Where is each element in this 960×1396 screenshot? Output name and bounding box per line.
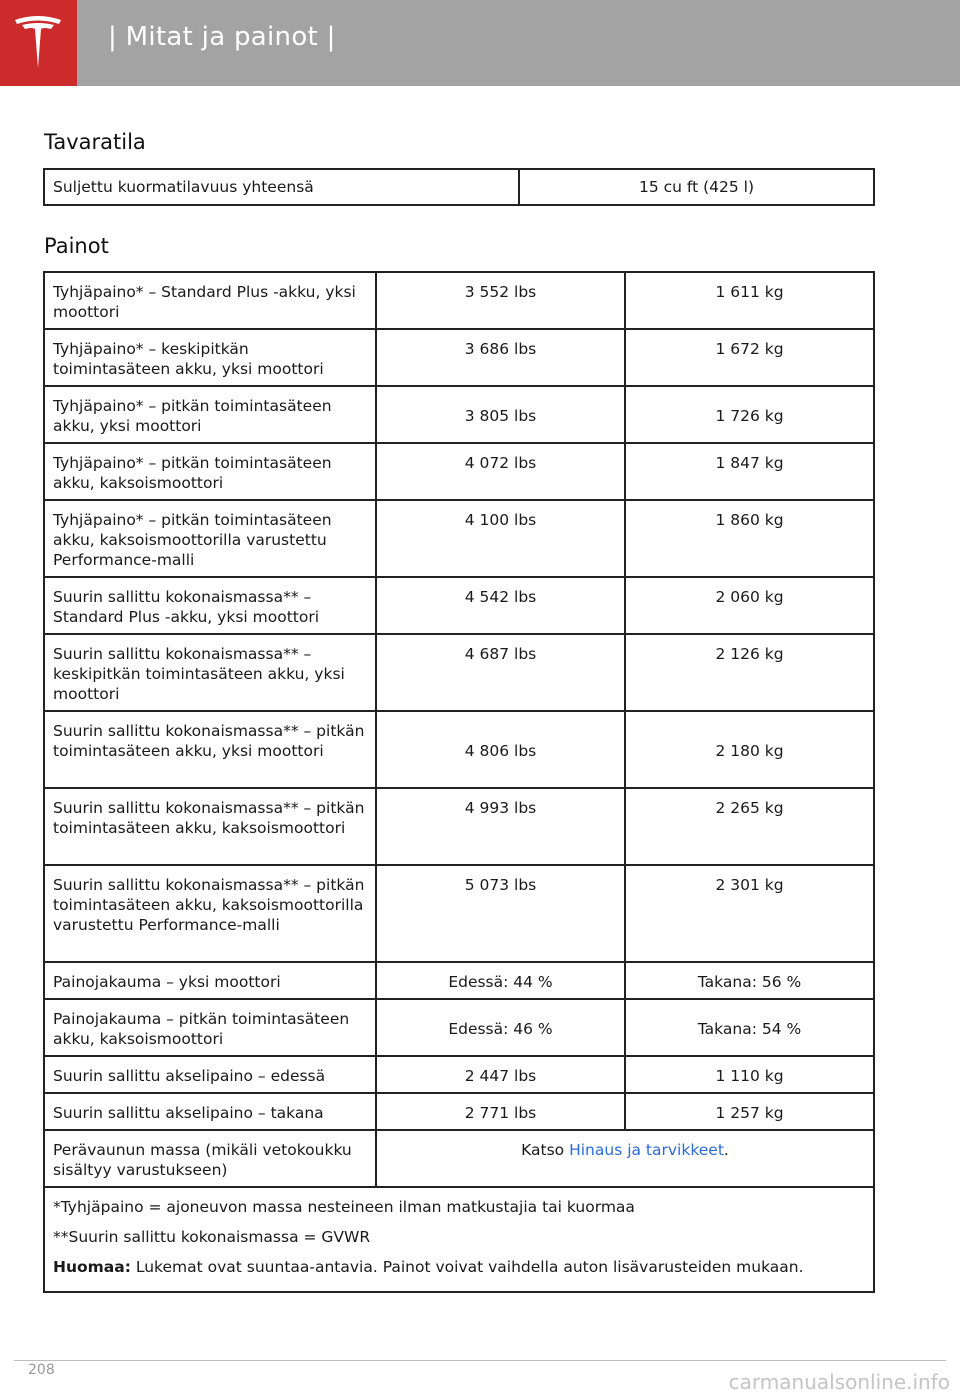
cargo-label: Suljettu kuormatilavuus yhteensä [44,169,519,205]
weight-kg: 2 265 kg [625,788,874,865]
table-row [44,1187,874,1292]
weight-lbs: 4 687 lbs [376,634,625,711]
trailer-value [376,1130,874,1187]
weight-front: Edessä: 46 % [376,999,625,1056]
weight-kg: 2 180 kg [625,711,874,788]
weight-label: Suurin sallittu kokonaismassa** – pitkän toimintasäteen akku, kaksoismoottorilla varustettu Performance-malli [44,865,376,962]
weight-front: Edessä: 44 % [376,962,625,999]
page-number: 208 [28,1362,55,1378]
weight-lbs: 4 993 lbs [376,788,625,865]
weight-lbs: 4 806 lbs [376,711,625,788]
weight-label: Tyhjäpaino* – Standard Plus -akku, yksi moottori [44,272,376,329]
trailer-label: Perävaunun massa (mikäli vetokoukku sisältyy varustukseen) [44,1130,376,1187]
weight-lbs: 3 552 lbs [376,272,625,329]
table-row [44,788,874,865]
weight-label: Tyhjäpaino* – keskipitkän toimintasäteen akku, yksi moottori [44,329,376,386]
table-row [44,962,874,999]
weight-kg: 1 726 kg [625,386,874,443]
weight-label: Suurin sallittu kokonaismassa** – keskipitkän toimintasäteen akku, yksi moottori [44,634,376,711]
tesla-logo-icon [13,14,63,70]
page-header [0,0,960,86]
table-row [44,169,874,205]
table-row [44,577,874,634]
cargo-section-title: Tavaratila [44,130,146,154]
weights-section-title: Painot [44,234,109,258]
towing-accessories-link[interactable]: Hinaus ja tarvikkeet [569,1141,724,1159]
weights-table [43,271,875,1293]
weight-label: Suurin sallittu kokonaismassa** – pitkän toimintasäteen akku, yksi moottori [44,711,376,788]
cargo-value: 15 cu ft (425 l) [519,169,874,205]
weight-label: Tyhjäpaino* – pitkän toimintasäteen akku, kaksoismoottori [44,443,376,500]
weight-label: Suurin sallittu kokonaismassa** – Standard Plus -akku, yksi moottori [44,577,376,634]
note-label: Huomaa: [53,1258,131,1276]
disclaimer-note [53,1257,865,1277]
table-row [44,443,874,500]
trailer-prefix: Katso [521,1141,570,1159]
weight-label: Tyhjäpaino* – pitkän toimintasäteen akku, kaksoismoottorilla varustettu Performance-malli [44,500,376,577]
weight-kg: 2 301 kg [625,865,874,962]
weight-rear: Takana: 54 % [625,999,874,1056]
weight-label: Painojakauma – yksi moottori [44,962,376,999]
weight-lbs: 3 805 lbs [376,386,625,443]
table-row [44,1056,874,1093]
table-row [44,272,874,329]
footer-divider [14,1360,946,1361]
table-row [44,1130,874,1187]
weight-label: Painojakauma – pitkän toimintasäteen akku, kaksoismoottori [44,999,376,1056]
tesla-logo [0,0,77,86]
watermark: carmanualsonline.info [728,1370,950,1394]
weight-lbs: 2 771 lbs [376,1093,625,1130]
table-row [44,634,874,711]
table-row [44,329,874,386]
page-header-title: | Mitat ja painot | [108,22,336,52]
notes-cell [44,1187,874,1292]
weight-lbs: 4 100 lbs [376,500,625,577]
curb-weight-note: *Tyhjäpaino = ajoneuvon massa nesteineen ilman matkustajia tai kuormaa [53,1198,635,1216]
table-row [44,711,874,788]
weight-label: Tyhjäpaino* – pitkän toimintasäteen akku, yksi moottori [44,386,376,443]
weight-kg: 1 672 kg [625,329,874,386]
weight-kg: 2 060 kg [625,577,874,634]
weight-label: Suurin sallittu akselipaino – takana [44,1093,376,1130]
cargo-table [43,168,875,206]
table-row [44,999,874,1056]
weight-lbs: 2 447 lbs [376,1056,625,1093]
weight-lbs: 3 686 lbs [376,329,625,386]
weight-kg: 1 860 kg [625,500,874,577]
weight-rear: Takana: 56 % [625,962,874,999]
weight-lbs: 5 073 lbs [376,865,625,962]
weight-lbs: 4 072 lbs [376,443,625,500]
weight-kg: 1 847 kg [625,443,874,500]
weight-label: Suurin sallittu akselipaino – edessä [44,1056,376,1093]
weight-kg: 1 611 kg [625,272,874,329]
trailer-suffix: . [723,1141,729,1159]
weight-kg: 1 257 kg [625,1093,874,1130]
table-row [44,1093,874,1130]
table-row [44,500,874,577]
gvwr-note: **Suurin sallittu kokonaismassa = GVWR [53,1228,371,1246]
weight-kg: 2 126 kg [625,634,874,711]
weight-kg: 1 110 kg [625,1056,874,1093]
weight-label: Suurin sallittu kokonaismassa** – pitkän toimintasäteen akku, kaksoismoottori [44,788,376,865]
table-row [44,865,874,962]
note-text: Lukemat ovat suuntaa-antavia. Painot voivat vaihdella auton lisävarusteiden mukaan. [130,1258,804,1276]
weight-lbs: 4 542 lbs [376,577,625,634]
table-row [44,386,874,443]
